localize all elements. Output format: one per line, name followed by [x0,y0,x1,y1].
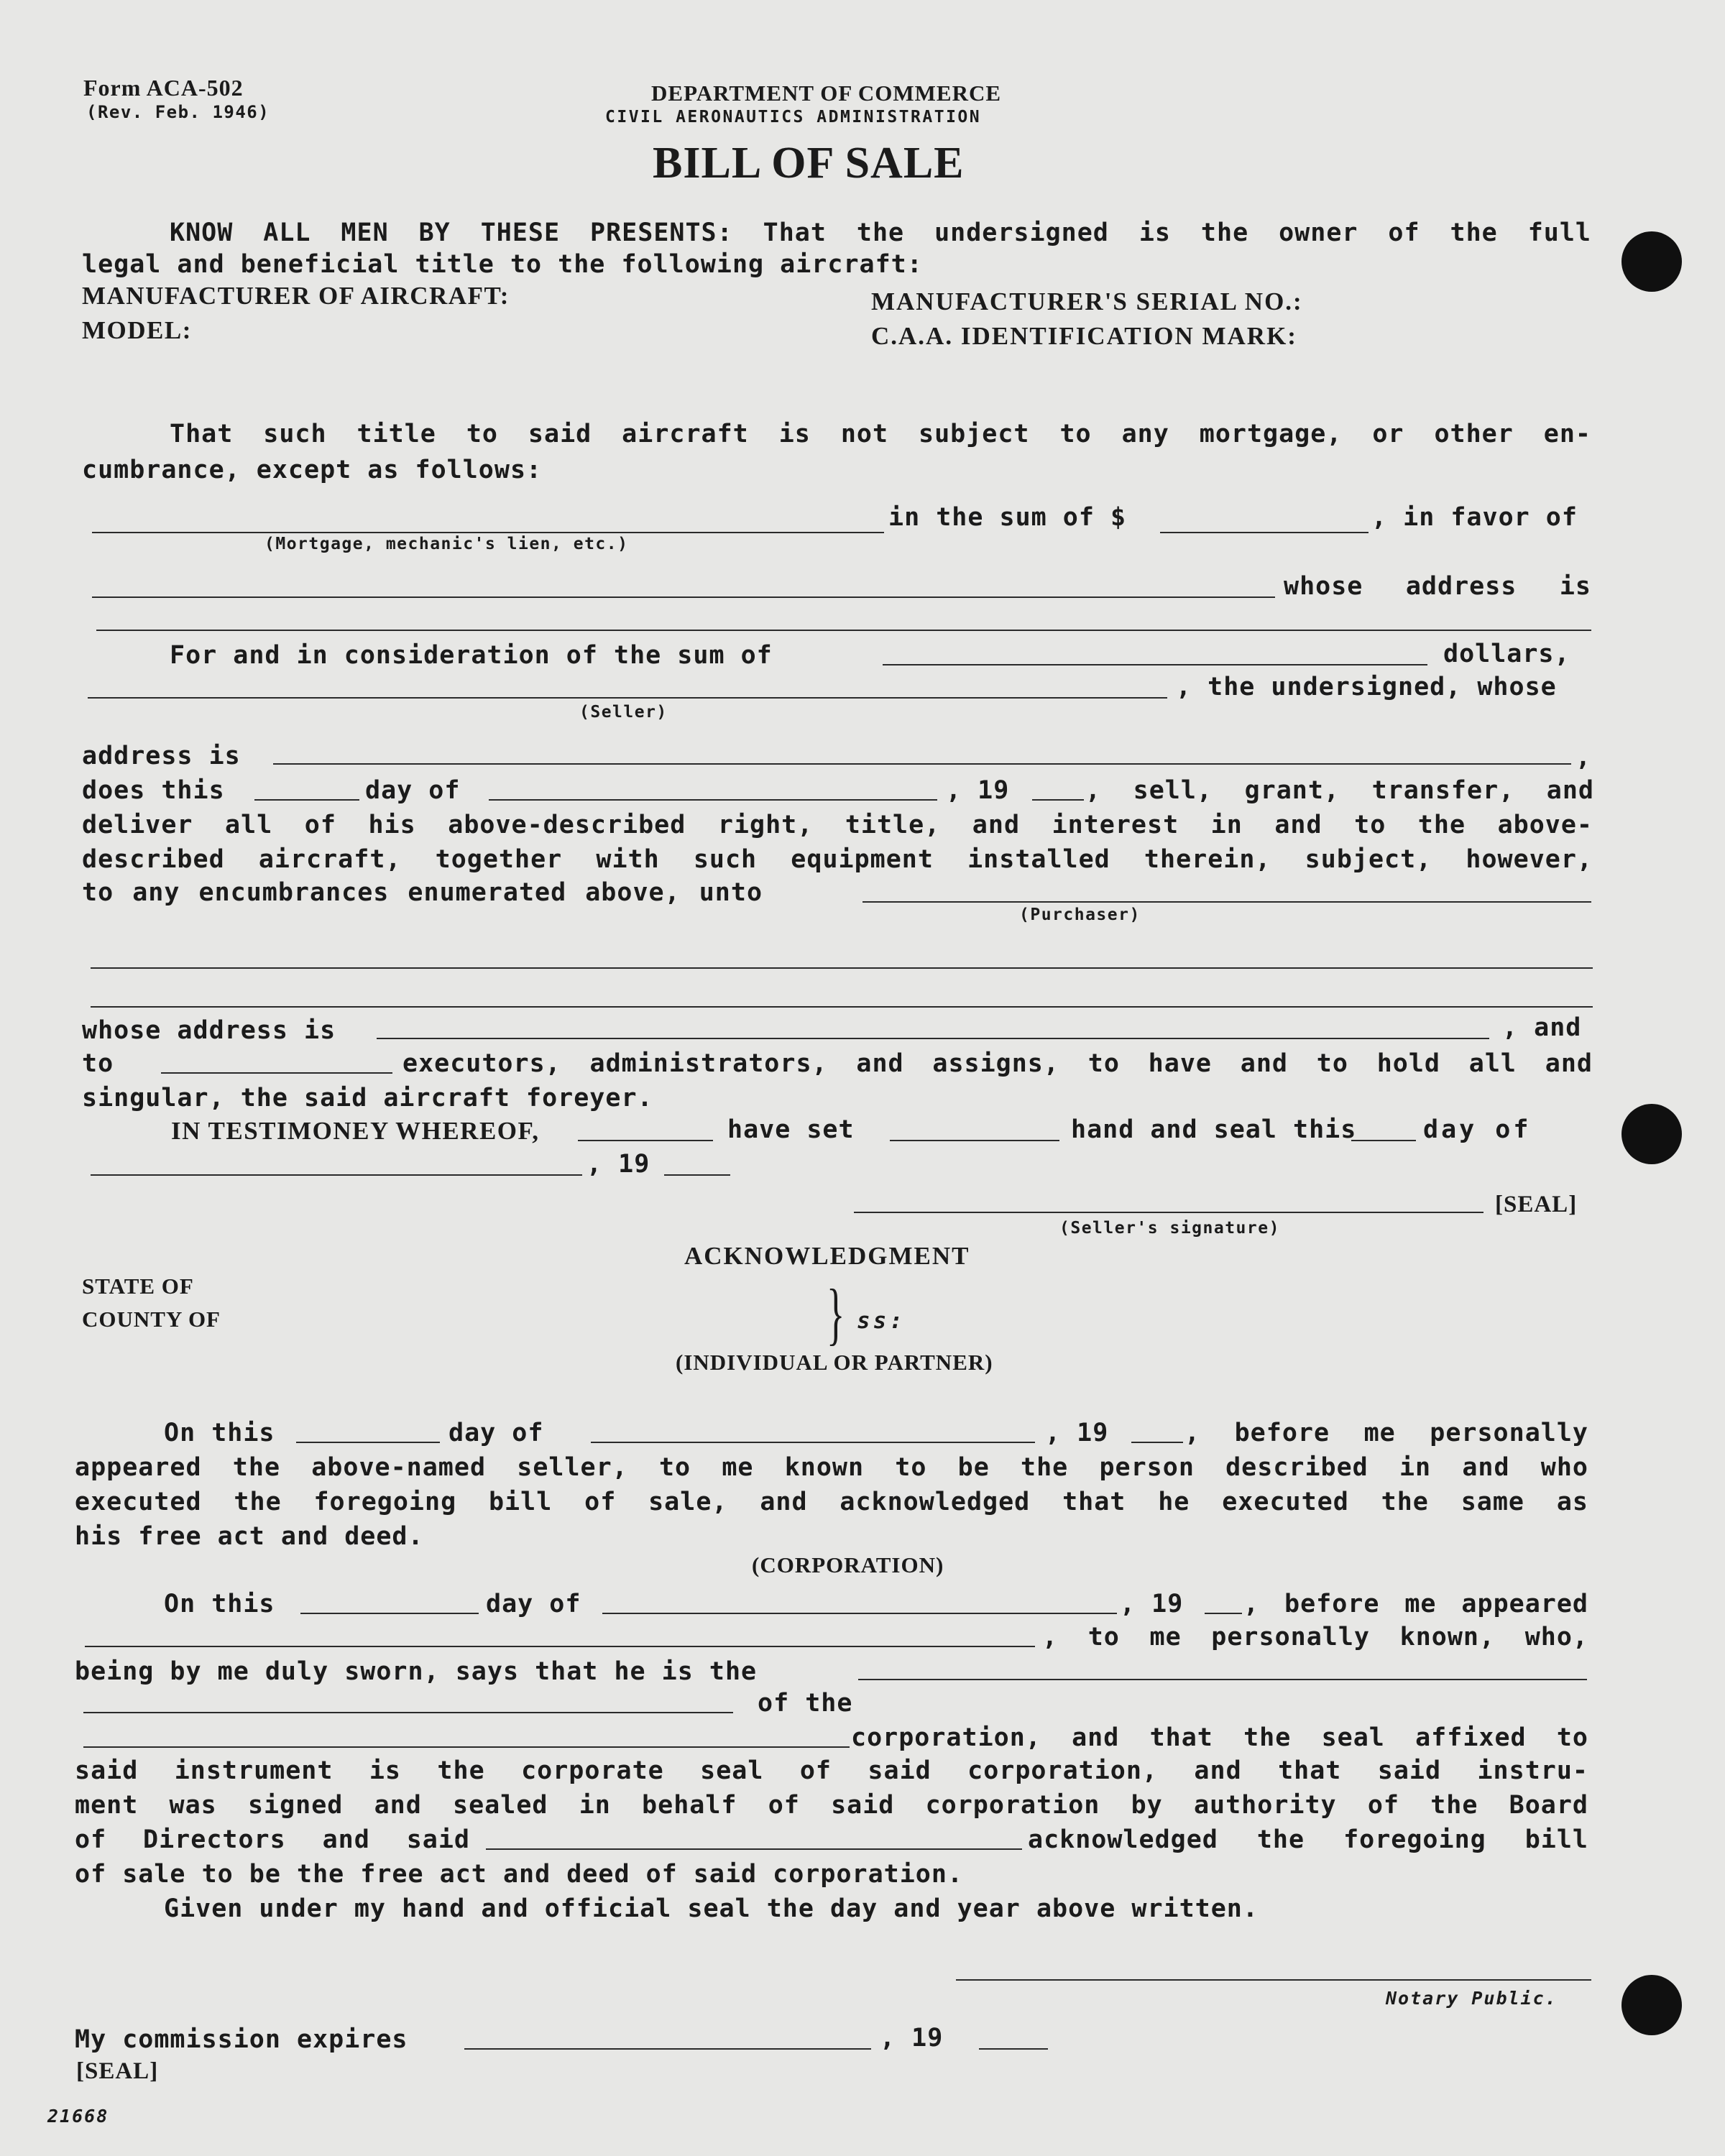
form-number-text: Form ACA-502 [83,75,244,101]
given-line: Given under my hand and official seal the day and year above written. [164,1894,1259,1923]
intro-line-1: KNOW ALL MEN BY THESE PRESENTS: That the undersigned is the owner of the full [170,218,1591,247]
corp-acknowledged-label: acknowledged the foregoing bill [1028,1825,1588,1854]
acknowledgment-heading: ACKNOWLEDGMENT [684,1242,970,1270]
punch-hole-middle [1622,1104,1682,1164]
caption-seller-signature: (Seller's signature) [1059,1219,1280,1238]
corp-officer-title-field[interactable] [858,1679,1587,1680]
encumbrances-line: to any encumbrances enumerated above, unto [82,878,763,907]
corp-day-of-label: day of [486,1590,581,1618]
corp-officer-ack-field[interactable] [486,1848,1022,1850]
hand-seal-label: hand and seal this [1071,1115,1357,1144]
punch-hole-bottom [1622,1975,1682,2035]
sale-year-field[interactable] [1032,799,1084,801]
to-label: to [82,1049,114,1078]
corp-on-this-label: On this [164,1590,275,1618]
seal-label: [SEAL] [1495,1192,1578,1217]
consideration-amount-field[interactable] [883,664,1427,665]
seller-address-field[interactable] [273,763,1571,765]
testimony-year-field[interactable] [664,1174,730,1176]
address-is-label: address is [82,742,241,770]
ss-label: ss: [857,1308,906,1334]
commission-nineteen-label: , 19 [880,2024,944,2053]
testimony-day-of-label: day of [1423,1115,1532,1144]
purchaser-address-field[interactable] [377,1038,1489,1039]
corp-year-field[interactable] [1205,1613,1242,1614]
corp-of-the-label: of the [758,1689,853,1718]
corp-signed-line: ment was signed and sealed in behalf of said corporation by authority of the Board [75,1791,1588,1820]
described-line: described aircraft, together with such equipment installed therein, subject, however, [82,845,1593,874]
favor-of-name-field[interactable] [92,596,1275,598]
testimony-pronoun-field[interactable] [890,1140,1059,1141]
corp-officer-name-field[interactable] [85,1646,1035,1647]
corp-month-field[interactable] [602,1613,1117,1614]
caption-mortgage: (Mortgage, mechanic's lien, etc.) [264,535,629,553]
ind-day-of-label: day of [448,1419,544,1447]
purchaser-line-2-field[interactable] [91,967,1593,969]
corp-name-field[interactable] [83,1746,850,1748]
mortgage-sum-field[interactable] [1160,532,1368,533]
form-number [83,75,244,101]
dollars-label: dollars, [1443,640,1570,668]
page-title: BILL OF SALE [653,139,965,188]
address-comma: , [1576,743,1592,772]
ind-nineteen-label: , 19 [1045,1419,1109,1447]
caption-purchaser: (Purchaser) [1019,906,1141,924]
testimony-month-field[interactable] [91,1174,582,1176]
corp-directors-label: of Directors and said [75,1825,470,1854]
notary-signature-field[interactable] [956,1979,1591,1981]
corp-corporation-label: corporation, and that the seal affixed to [851,1723,1588,1752]
notary-public-label: Notary Public. [1386,1988,1558,2009]
revision-date: (Rev. Feb. 1946) [86,102,270,122]
sale-nineteen-label: , 19 [946,776,1010,805]
sale-day-field[interactable] [254,799,359,801]
manufacturer-label: MANUFACTURER OF AIRCRAFT: [82,282,510,310]
ind-line-2: appeared the above-named seller, to me known to be the person described in and who [75,1453,1588,1482]
ind-day-field[interactable] [296,1442,440,1443]
singular-line: singular, the said aircraft foreyer. [82,1084,653,1112]
commission-label: My commission expires [75,2025,408,2054]
consideration-label: For and in consideration of the sum of [170,641,773,670]
purchaser-name-field[interactable] [862,901,1591,903]
executors-line: executors, administrators, and assigns, to have and to hold all and [402,1049,1593,1078]
curly-brace-icon: } [827,1275,845,1352]
model-label: MODEL: [82,316,192,344]
administration-name: CIVIL AERONAUTICS ADMINISTRATION [605,108,982,126]
corp-before-label: , before me appeared [1243,1590,1588,1618]
document-number: 21668 [47,2106,109,2127]
corp-free-act-line: of sale to be the free act and deed of said corporation. [75,1860,964,1889]
mortgage-type-field[interactable] [92,532,884,533]
intro-line-2: legal and beneficial title to the following aircraft: [82,250,923,279]
favor-label: , in favor of [1371,503,1578,532]
corp-sworn-label: being by me duly sworn, says that he is the [75,1657,758,1686]
caa-mark-label: C.A.A. IDENTIFICATION MARK: [871,322,1297,350]
have-set-label: have set [727,1115,855,1144]
state-of-label: STATE OF [82,1273,194,1299]
testimony-party-field[interactable] [578,1140,713,1141]
department-name: DEPARTMENT OF COMMERCE [651,80,1002,106]
corp-instrument-line: said instrument is the corporate seal of said corporation, and that said instru- [75,1756,1588,1785]
encumbrance-line-2: cumbrance, except as follows: [82,456,543,484]
whose-address-label: whose address is [1284,572,1591,601]
seller-signature-field[interactable] [854,1212,1484,1213]
testimony-label: IN TESTIMONEY WHEREOF, [171,1117,540,1145]
and-label: , and [1502,1013,1582,1042]
seller-name-field[interactable] [88,697,1167,699]
punch-hole-top [1622,231,1682,292]
ind-before-label: , before me personally [1184,1419,1588,1447]
corporation-heading: (CORPORATION) [752,1552,944,1577]
caption-seller: (Seller) [579,703,668,722]
encumbrance-line-1: That such title to said aircraft is not subject to any mortgage, or other en- [170,420,1591,448]
serial-number-label: MANUFACTURER'S SERIAL NO.: [871,287,1303,315]
sale-month-field[interactable] [489,799,937,801]
favor-address-field[interactable] [96,630,1591,631]
undersigned-label: , the undersigned, whose [1176,673,1557,701]
purchaser-pronoun-field[interactable] [161,1072,392,1074]
corp-known-label: , to me personally known, who, [1042,1623,1588,1651]
corp-nineteen-label: , 19 [1120,1590,1184,1618]
deliver-line: deliver all of his above-described right, title, and interest in and to the above- [82,811,1593,839]
ind-year-field[interactable] [1131,1442,1183,1443]
corp-officer-title-2-field[interactable] [83,1712,733,1713]
purchaser-address-label: whose address is [82,1016,336,1045]
does-this-label: does this [82,776,225,805]
ind-line-3: executed the foregoing bill of sale, and acknowledged that he executed the same as [75,1488,1588,1516]
commission-date-field[interactable] [464,2048,871,2050]
bottom-seal-label: [SEAL] [76,2058,159,2084]
ind-line-4: his free act and deed. [75,1522,424,1551]
corp-day-field[interactable] [300,1613,479,1614]
testimony-day-field[interactable] [1351,1140,1416,1141]
purchaser-line-3-field[interactable] [91,1006,1593,1008]
ind-month-field[interactable] [591,1442,1035,1443]
individual-heading: (INDIVIDUAL OR PARTNER) [676,1350,993,1375]
sale-day-of-label: day of [365,776,461,805]
testimony-nineteen-label: , 19 [586,1150,650,1179]
county-of-label: COUNTY OF [82,1307,221,1332]
commission-year-field[interactable] [979,2048,1048,2050]
ind-on-this-label: On this [164,1419,275,1447]
sum-label: in the sum of $ [888,503,1127,532]
sell-grant-label: , sell, grant, transfer, and [1085,776,1594,805]
